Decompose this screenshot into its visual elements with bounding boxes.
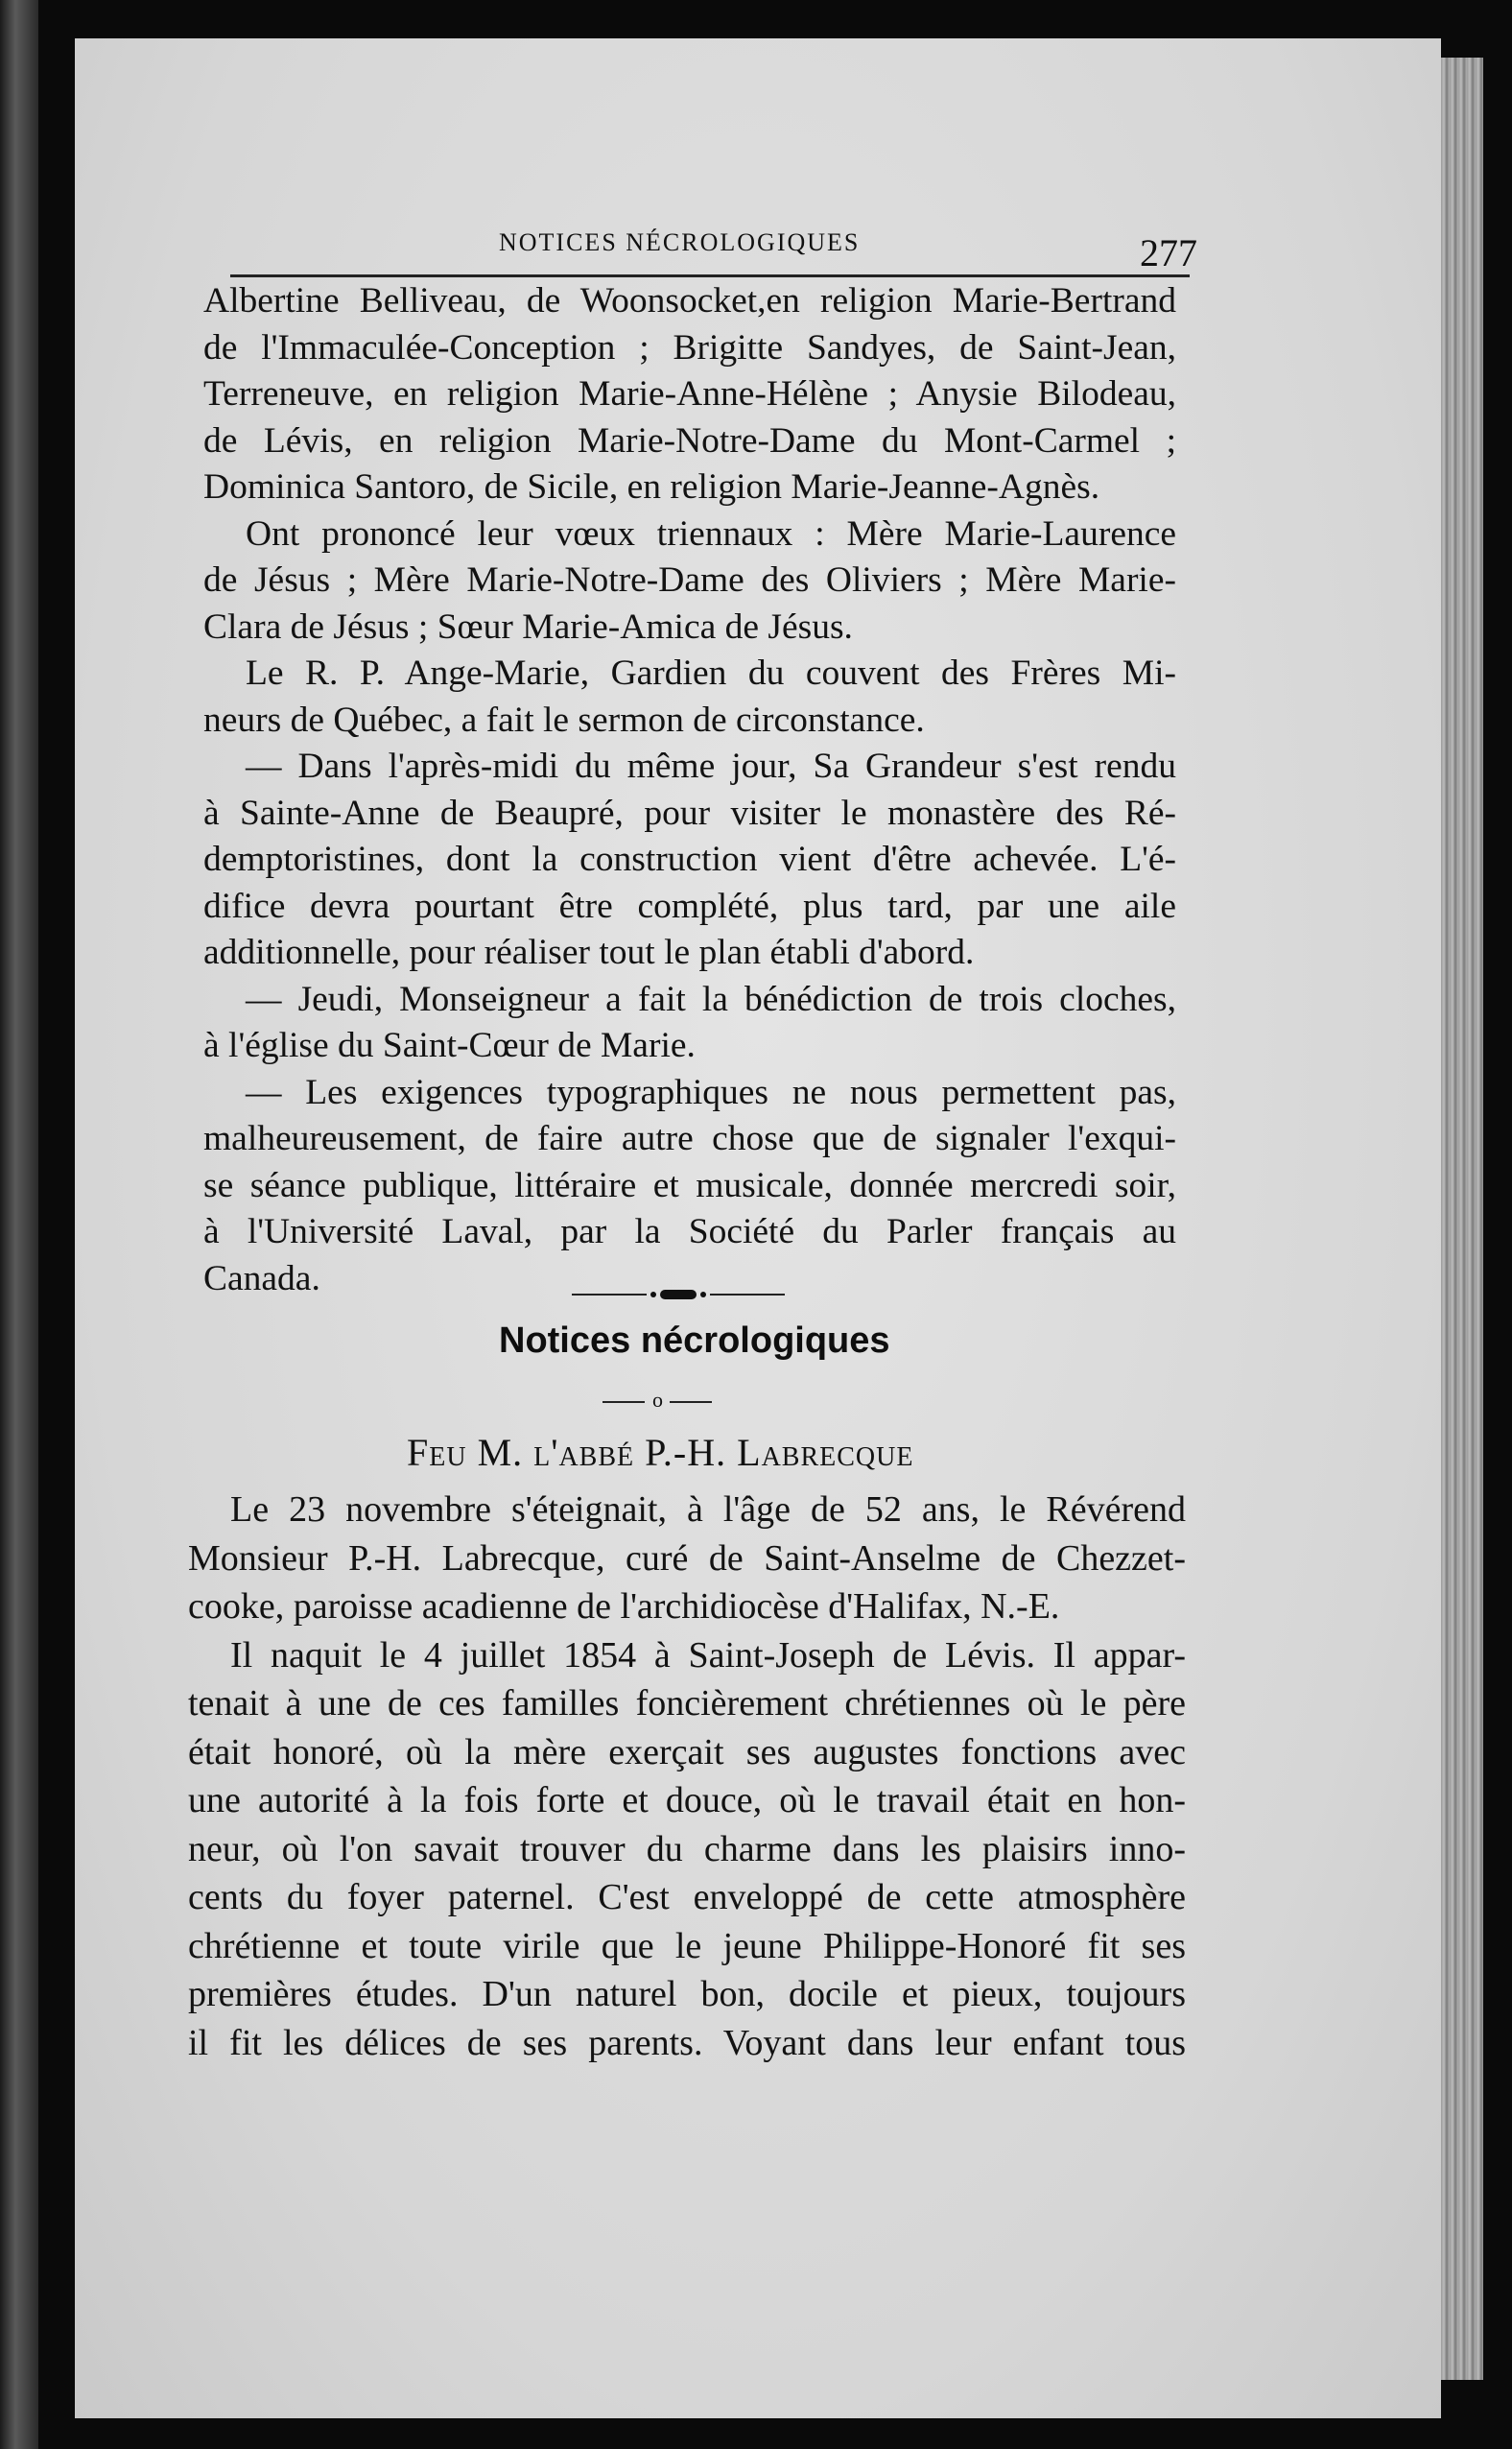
- page-header: [134, 219, 1197, 276]
- text-line: Dominica Santoro, de Sicile, en religion Marie-Jeanne-Agnès.: [203, 467, 1100, 507]
- divider-bar: [602, 1401, 645, 1403]
- text-line: cooke, paroisse acadienne de l'archidiocèse d'Halifax, N.-E.: [188, 1586, 1060, 1627]
- text-line: une autorité à la fois forte et douce, où le travail était en hon-: [188, 1780, 1186, 1820]
- obituary-text: [188, 1486, 1186, 2067]
- text-line: de Lévis, en religion Marie-Notre-Dame du Mont-Carmel ;: [203, 420, 1176, 461]
- text-line: chrétienne et toute virile que le jeune Philippe-Honoré fit ses: [188, 1925, 1186, 1966]
- text-line: — Les exigences typographiques ne nous permettent pas,: [246, 1072, 1176, 1112]
- text-line: malheureusement, de faire autre chose que de signaler l'exqui-: [203, 1119, 1176, 1158]
- divider-bar: [670, 1401, 712, 1403]
- text-line: — Dans l'après-midi du même jour, Sa Grandeur s'est rendu: [246, 747, 1176, 786]
- text-line: neurs de Québec, a fait le sermon de circonstance.: [203, 700, 925, 740]
- text-line: à Sainte-Anne de Beaupré, pour visiter le monastère des Ré-: [203, 793, 1176, 833]
- header-rule: [230, 274, 1190, 277]
- ornamental-divider: [572, 1290, 785, 1299]
- text-line: difice devra pourtant être complété, plus tard, par une aile: [203, 886, 1176, 926]
- divider-dot: [700, 1292, 706, 1297]
- running-head: NOTICES NÉCROLOGIQUES: [499, 228, 861, 256]
- text-line: premières études. D'un naturel bon, docile et pieux, toujours: [188, 1974, 1186, 2014]
- text-line: à l'église du Saint-Cœur de Marie.: [203, 1026, 696, 1065]
- text-line: Monsieur P.-H. Labrecque, curé de Saint-Anselme de Chezzet-: [188, 1537, 1186, 1579]
- text-line: était honoré, où la mère exerçait ses augustes fonctions avec: [188, 1731, 1186, 1772]
- text-line: Albertine Belliveau, de Woonsocket,en religion Marie-Bertrand: [203, 281, 1176, 321]
- text-line: Le 23 novembre s'éteignait, à l'âge de 52 ans, le Révérend: [230, 1489, 1186, 1530]
- divider-ornament: [660, 1290, 697, 1299]
- page-edges: [1441, 58, 1483, 2380]
- divider-mark: o: [652, 1388, 663, 1412]
- page-number: 277: [1140, 231, 1197, 274]
- scan-left-edge: [0, 0, 38, 2449]
- text-line: Clara de Jésus ; Sœur Marie-Amica de Jésus.: [203, 606, 853, 647]
- text-line: à l'Université Laval, par la Société du Parler français au: [203, 1212, 1176, 1251]
- section-title: Notices nécrologiques: [499, 1320, 890, 1361]
- text-line: Terreneuve, en religion Marie-Anne-Hélène ; Anysie Bilodeau,: [203, 374, 1176, 414]
- text-line: demptoristines, dont la construction vient d'être achevée. L'é-: [203, 840, 1176, 879]
- text-line: Ont prononcé leur vœux triennaux : Mère Marie-Laurence: [246, 513, 1176, 554]
- text-line: de Jésus ; Mère Marie-Notre-Dame des Oliviers ; Mère Marie-: [203, 560, 1176, 600]
- text-line: se séance publique, littéraire et musicale, donnée mercredi soir,: [203, 1165, 1176, 1205]
- divider-bar: [572, 1294, 647, 1296]
- sub-divider: [602, 1388, 718, 1416]
- divider-bar: [710, 1294, 785, 1296]
- text-line: tenait à une de ces familles foncièrement chrétiennes où le père: [188, 1683, 1186, 1724]
- text-line: il fit les délices de ses parents. Voyant dans leur enfant tous: [188, 2022, 1186, 2063]
- text-line: Canada.: [203, 1258, 320, 1298]
- divider-dot: [650, 1292, 656, 1297]
- obituary-title: Feu M. l'abbé P.-H. Labrecque: [407, 1431, 914, 1474]
- text-line: cents du foyer paternel. C'est enveloppé de cette atmosphère: [188, 1877, 1186, 1917]
- text-line: — Jeudi, Monseigneur a fait la bénédiction de trois cloches,: [246, 979, 1176, 1019]
- text-line: Le R. P. Ange-Marie, Gardien du couvent des Frères Mi-: [246, 654, 1176, 693]
- text-line: Il naquit le 4 juillet 1854 à Saint-Joseph de Lévis. Il appar-: [230, 1634, 1186, 1676]
- news-section: [203, 278, 1176, 1302]
- text-line: additionnelle, pour réaliser tout le plan établi d'abord.: [203, 933, 975, 972]
- text-line: neur, où l'on savait trouver du charme dans les plaisirs inno-: [188, 1828, 1186, 1869]
- text-line: de l'Immaculée-Conception ; Brigitte Sandyes, de Saint-Jean,: [203, 327, 1176, 368]
